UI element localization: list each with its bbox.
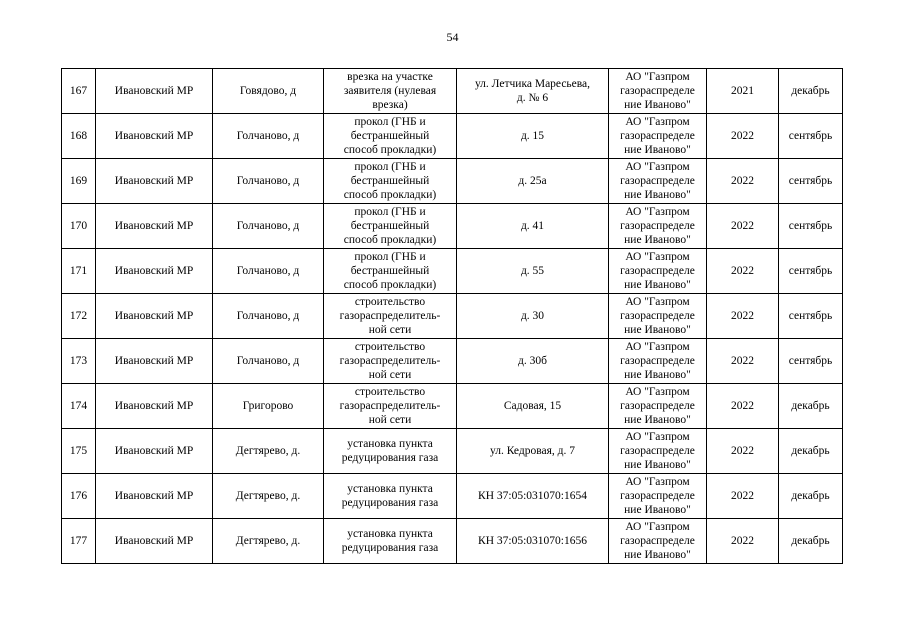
work-type-cell: строительство газораспределитель- ной сети (324, 339, 457, 384)
address-cell: д. 41 (457, 204, 609, 249)
row-number-cell: 171 (62, 249, 96, 294)
table-row (62, 474, 843, 519)
table-row (62, 159, 843, 204)
district-cell: Ивановский МР (96, 204, 213, 249)
work-type-cell: строительство газораспределитель- ной сети (324, 384, 457, 429)
row-number-cell: 169 (62, 159, 96, 204)
year-cell: 2022 (707, 204, 779, 249)
district-cell: Ивановский МР (96, 474, 213, 519)
locality-cell: Голчаново, д (213, 159, 324, 204)
month-cell: декабрь (779, 519, 843, 564)
organization-cell: АО "Газпром газораспределе ние Иваново" (609, 339, 707, 384)
year-cell: 2021 (707, 69, 779, 114)
table-row (62, 69, 843, 114)
year-cell: 2022 (707, 294, 779, 339)
year-cell: 2022 (707, 159, 779, 204)
row-number-cell: 177 (62, 519, 96, 564)
locality-cell: Дегтярево, д. (213, 519, 324, 564)
district-cell: Ивановский МР (96, 429, 213, 474)
address-cell: д. 30 (457, 294, 609, 339)
organization-cell: АО "Газпром газораспределе ние Иваново" (609, 114, 707, 159)
address-cell: д. 25а (457, 159, 609, 204)
month-cell: декабрь (779, 474, 843, 519)
month-cell: декабрь (779, 384, 843, 429)
year-cell: 2022 (707, 114, 779, 159)
table-row (62, 339, 843, 384)
gasification-schedule-table (61, 68, 843, 564)
row-number-cell: 167 (62, 69, 96, 114)
row-number-cell: 174 (62, 384, 96, 429)
month-cell: сентябрь (779, 114, 843, 159)
address-cell: д. 15 (457, 114, 609, 159)
district-cell: Ивановский МР (96, 114, 213, 159)
page-number: 54 (446, 30, 459, 44)
table-row (62, 204, 843, 249)
month-cell: декабрь (779, 429, 843, 474)
address-cell: д. 30б (457, 339, 609, 384)
year-cell: 2022 (707, 249, 779, 294)
work-type-cell: установка пункта редуцирования газа (324, 429, 457, 474)
address-cell: ул. Кедровая, д. 7 (457, 429, 609, 474)
locality-cell: Голчаново, д (213, 249, 324, 294)
locality-cell: Голчаново, д (213, 339, 324, 384)
work-type-cell: установка пункта редуцирования газа (324, 474, 457, 519)
organization-cell: АО "Газпром газораспределе ние Иваново" (609, 249, 707, 294)
organization-cell: АО "Газпром газораспределе ние Иваново" (609, 429, 707, 474)
table-row (62, 294, 843, 339)
organization-cell: АО "Газпром газораспределе ние Иваново" (609, 474, 707, 519)
month-cell: декабрь (779, 69, 843, 114)
work-type-cell: установка пункта редуцирования газа (324, 519, 457, 564)
year-cell: 2022 (707, 429, 779, 474)
table-row (62, 519, 843, 564)
district-cell: Ивановский МР (96, 384, 213, 429)
district-cell: Ивановский МР (96, 294, 213, 339)
work-type-cell: прокол (ГНБ и бестраншейный способ прокладки) (324, 249, 457, 294)
address-cell: д. 55 (457, 249, 609, 294)
row-number-cell: 175 (62, 429, 96, 474)
month-cell: сентябрь (779, 339, 843, 384)
work-type-cell: врезка на участке заявителя (нулевая врезка) (324, 69, 457, 114)
work-type-cell: строительство газораспределитель- ной сети (324, 294, 457, 339)
organization-cell: АО "Газпром газораспределе ние Иваново" (609, 384, 707, 429)
organization-cell: АО "Газпром газораспределе ние Иваново" (609, 69, 707, 114)
locality-cell: Григорово (213, 384, 324, 429)
district-cell: Ивановский МР (96, 519, 213, 564)
year-cell: 2022 (707, 384, 779, 429)
district-cell: Ивановский МР (96, 339, 213, 384)
locality-cell: Голчаново, д (213, 204, 324, 249)
row-number-cell: 173 (62, 339, 96, 384)
year-cell: 2022 (707, 474, 779, 519)
row-number-cell: 168 (62, 114, 96, 159)
address-cell: КН 37:05:031070:1654 (457, 474, 609, 519)
year-cell: 2022 (707, 519, 779, 564)
locality-cell: Дегтярево, д. (213, 429, 324, 474)
table-row (62, 249, 843, 294)
row-number-cell: 172 (62, 294, 96, 339)
row-number-cell: 170 (62, 204, 96, 249)
district-cell: Ивановский МР (96, 249, 213, 294)
organization-cell: АО "Газпром газораспределе ние Иваново" (609, 519, 707, 564)
year-cell: 2022 (707, 339, 779, 384)
address-cell: ул. Летчика Маресьева, д. № 6 (457, 69, 609, 114)
locality-cell: Говядово, д (213, 69, 324, 114)
locality-cell: Голчаново, д (213, 294, 324, 339)
locality-cell: Голчаново, д (213, 114, 324, 159)
organization-cell: АО "Газпром газораспределе ние Иваново" (609, 204, 707, 249)
table-row (62, 429, 843, 474)
locality-cell: Дегтярево, д. (213, 474, 324, 519)
address-cell: Садовая, 15 (457, 384, 609, 429)
table-row (62, 114, 843, 159)
organization-cell: АО "Газпром газораспределе ние Иваново" (609, 159, 707, 204)
month-cell: сентябрь (779, 204, 843, 249)
table-body (62, 69, 843, 564)
work-type-cell: прокол (ГНБ и бестраншейный способ прокладки) (324, 159, 457, 204)
address-cell: КН 37:05:031070:1656 (457, 519, 609, 564)
month-cell: сентябрь (779, 294, 843, 339)
table-row (62, 384, 843, 429)
month-cell: сентябрь (779, 249, 843, 294)
row-number-cell: 176 (62, 474, 96, 519)
work-type-cell: прокол (ГНБ и бестраншейный способ прокладки) (324, 204, 457, 249)
month-cell: сентябрь (779, 159, 843, 204)
district-cell: Ивановский МР (96, 69, 213, 114)
organization-cell: АО "Газпром газораспределе ние Иваново" (609, 294, 707, 339)
district-cell: Ивановский МР (96, 159, 213, 204)
work-type-cell: прокол (ГНБ и бестраншейный способ прокладки) (324, 114, 457, 159)
